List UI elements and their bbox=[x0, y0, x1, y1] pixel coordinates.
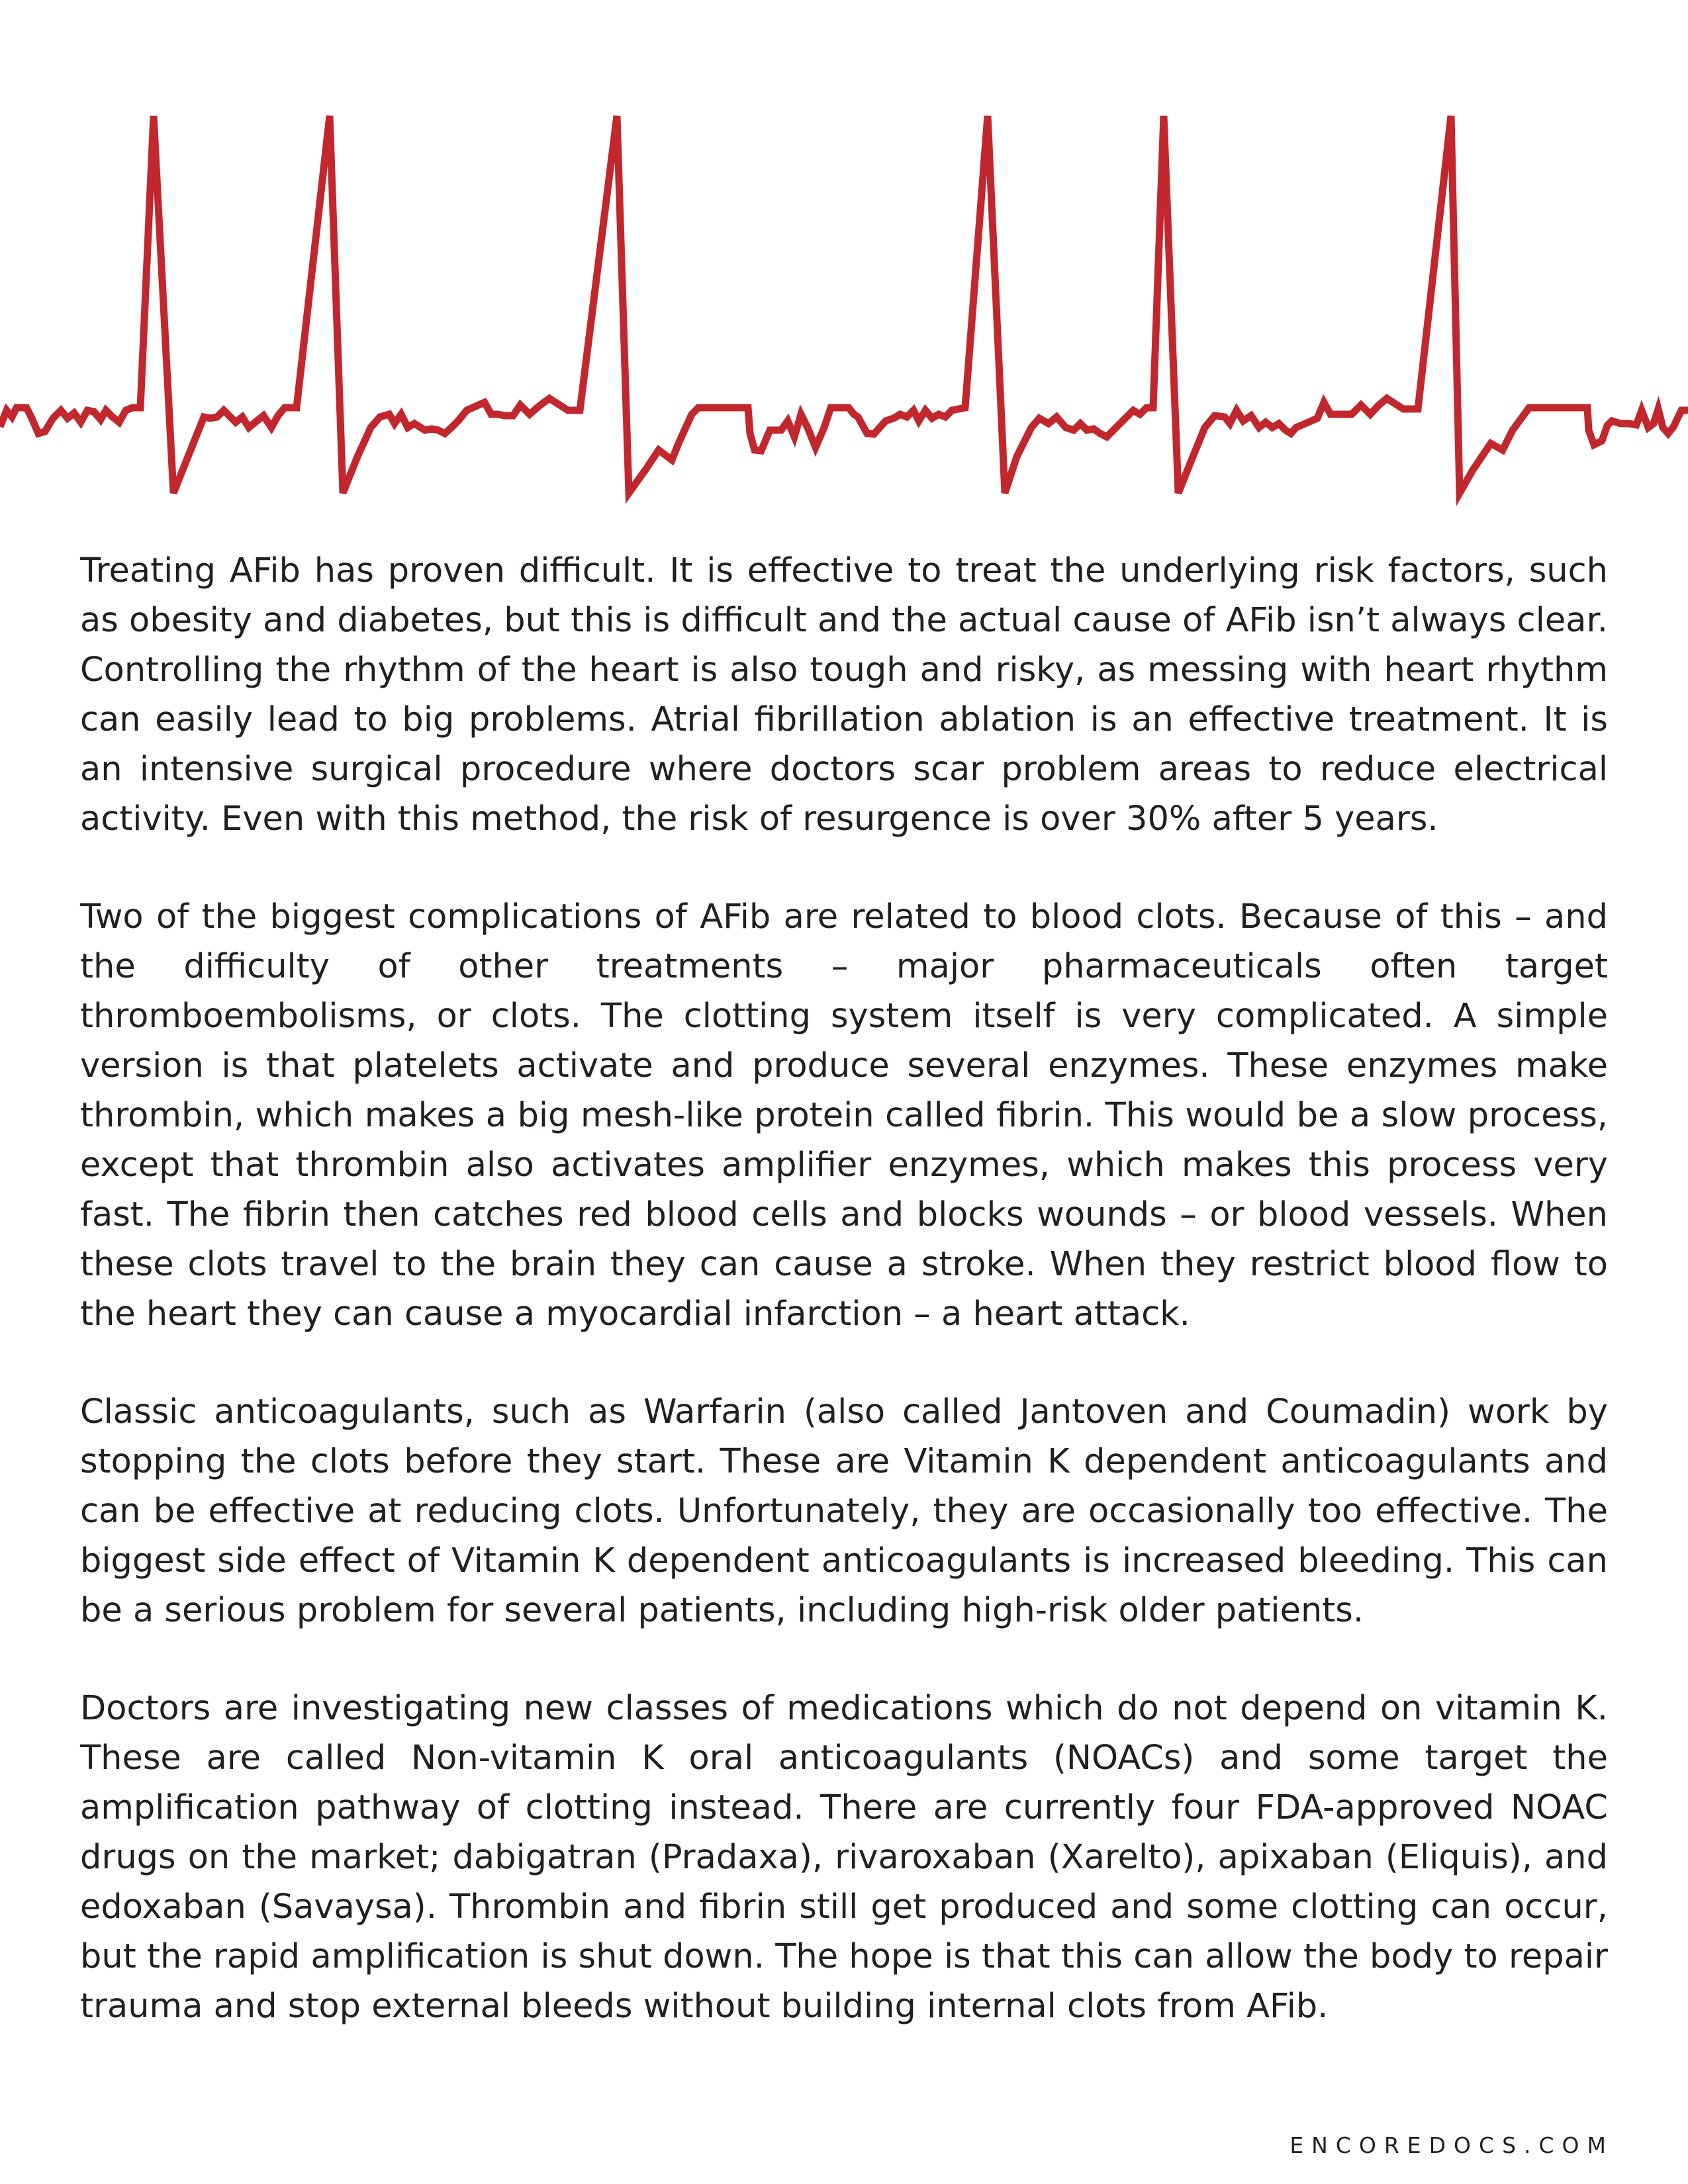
ecg-heartbeat-line bbox=[0, 99, 1688, 510]
paragraph-afib-treatment: Treating AFib has proven difficult. It is effective to treat the underlying risk factors, such as obesity and diabetes, but this is difficult and the actual cause of AFib isn’t always clear. Controlling the rhythm of the heart is also tough and risky, as messing with heart rhythm can easily lead to big problems. Atrial fibrillation ablation is an effective treatment. It is an intensive surgical procedure where doctors scar problem areas to reduce electrical activity. Even with this method, the risk of resurgence is over 30% after 5 years. bbox=[80, 551, 1608, 839]
paragraph-blood-clots: Two of the biggest complications of AFib are related to blood clots. Because of this – and the difficulty of other treatments – major pharmaceuticals often target thromboembolisms, or clots. The clotting system itself is very complicated. A simple version is that platelets activate and produce several enzymes. These enzymes make thrombin, which makes a big mesh-like protein called fibrin. This would be a slow process, except that thrombin also activates amplifier enzymes, which makes this process very fast. The fibrin then catches red blood cells and blocks wounds – or blood vessels. When these clots travel to the brain they can cause a stroke. When they restrict blood flow to the heart they can cause a myocardial infarction – a heart attack. bbox=[80, 897, 1608, 1334]
paragraph-classic-anticoagulants: Classic anticoagulants, such as Warfarin (also called Jantoven and Coumadin) work by stopping the clots before they start. These are Vitamin K dependent anticoagulants and can be effective at reducing clots. Unfortunately, they are occasionally too effective. The biggest side effect of Vitamin K dependent anticoagulants is increased bleeding. This can be a serious problem for several patients, including high-risk older patients. bbox=[80, 1392, 1608, 1630]
article-body bbox=[80, 546, 1608, 2079]
ecg-trace bbox=[0, 116, 1688, 493]
paragraph-noacs: Doctors are investigating new classes of medications which do not depend on vitamin K. These are called Non-vitamin K oral anticoagulants (NOACs) and some target the amplification pathway of clotting instead. There are currently four FDA-approved NOAC drugs on the market; dabigatran (Pradaxa), rivaroxaban (Xarelto), apixaban (Eliquis), and edoxaban (Savaysa). Thrombin and fibrin still get produced and some clotting can occur, but the rapid amplification is shut down. The hope is that this can allow the body to repair trauma and stop external bleeds without building internal clots from AFib. bbox=[80, 1689, 1608, 2026]
footer-website: ENCOREDOCS.COM bbox=[1289, 2132, 1614, 2158]
